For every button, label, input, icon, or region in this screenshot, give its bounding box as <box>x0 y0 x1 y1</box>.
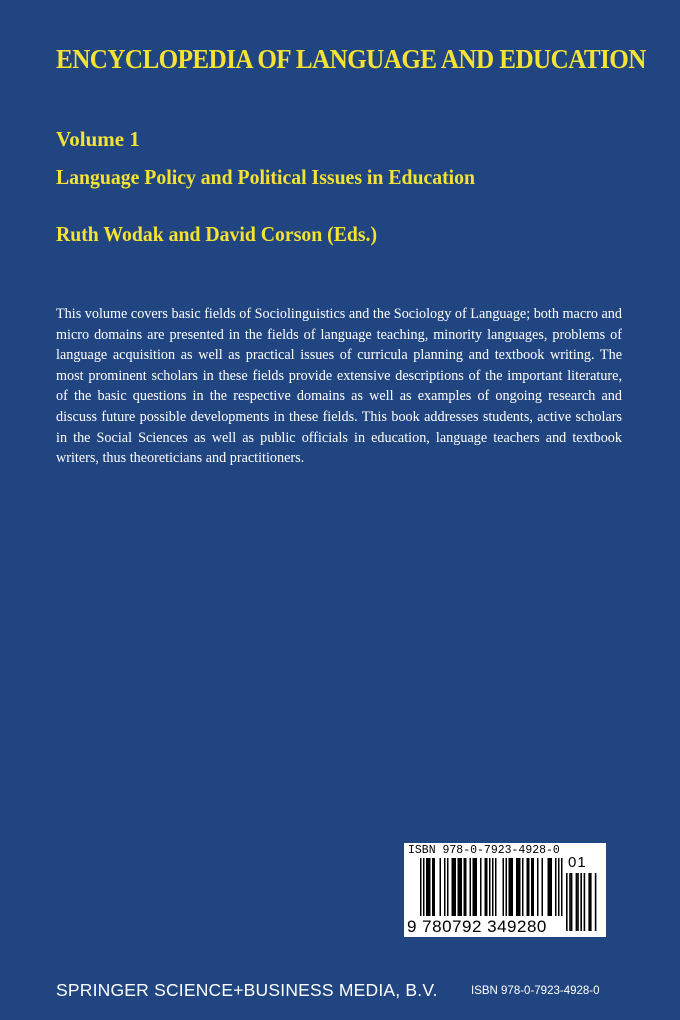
barcode-bar <box>485 858 487 916</box>
barcode-bar <box>542 858 544 916</box>
barcode-addon-bar <box>576 873 578 931</box>
barcode-addon-bar <box>590 873 592 931</box>
barcode-addon-bar <box>566 873 568 931</box>
barcode-bar <box>537 858 539 916</box>
barcode-bar <box>506 858 508 916</box>
barcode-bar <box>423 858 425 916</box>
barcode-bar <box>434 858 436 916</box>
barcode-bar <box>561 858 563 916</box>
barcode-bar <box>509 858 511 916</box>
barcode-bar <box>522 858 524 916</box>
barcode-bar <box>452 858 454 916</box>
barcode-bar <box>555 858 557 916</box>
barcode-box <box>404 843 606 937</box>
barcode-addon-bar <box>588 873 590 931</box>
barcode-bar <box>492 858 494 916</box>
barcode-bar <box>516 858 518 916</box>
barcode-bar <box>453 858 455 916</box>
barcode-bar <box>486 858 488 916</box>
barcode-bar <box>432 858 434 916</box>
barcode-bar <box>426 858 428 916</box>
barcode-bar <box>527 858 529 916</box>
barcode-price-code: 01 <box>568 854 587 871</box>
barcode-bar <box>474 858 476 916</box>
barcode-bar <box>512 858 514 916</box>
blurb-paragraph: This volume covers basic fields of Sociolinguistics and the Sociology of Language; both macro and micro domains are presented in the fields of language teaching, minority languages, problems of language acquisition as well as practical issues of curricula planning and textbook writing. The most prominent scholars in these fields provide extensive descriptions of the important literature, of the basic questions in the respective domains as well as examples of ongoing research and discuss future possible developments in these fields. This book addresses students, active scholars in the Social Sciences as well as public officials in education, language teachers and textbook writers, thus theoreticians and practitioners. <box>56 306 622 467</box>
barcode-bar <box>489 858 491 916</box>
barcode-bar <box>428 858 430 916</box>
barcode-ean-digits: 9 780792 349280 <box>407 917 547 936</box>
barcode-bar <box>473 858 475 916</box>
barcode-bar <box>458 858 460 916</box>
barcode-addon-bar <box>571 873 573 931</box>
footer-isbn: ISBN 978-0-7923-4928-0 <box>471 985 600 997</box>
publisher-name: SPRINGER SCIENCE+BUSINESS MEDIA, B.V. <box>56 980 438 1000</box>
barcode-bar <box>503 858 505 916</box>
barcode-bar <box>459 858 461 916</box>
barcode-bar <box>429 858 431 916</box>
volume-title: Language Policy and Political Issues in Education <box>56 165 476 189</box>
barcode-bar <box>551 858 553 916</box>
barcode-bar <box>444 858 446 916</box>
barcode-bar <box>531 858 533 916</box>
barcode-bar <box>558 858 560 916</box>
barcode-bar <box>495 858 497 916</box>
barcode-bar <box>533 858 535 916</box>
barcode-addon-bar <box>577 873 579 931</box>
barcode-bar <box>476 858 478 916</box>
barcode-bar <box>461 858 463 916</box>
volume-number: Volume 1 <box>56 127 140 151</box>
barcode-addon-bar <box>580 873 582 931</box>
barcode-bar <box>470 858 472 916</box>
barcode-bar <box>519 858 521 916</box>
barcode-bar <box>455 858 457 916</box>
barcode-bar <box>518 858 520 916</box>
barcode-bar <box>510 858 512 916</box>
barcode-addon-bar <box>569 873 571 931</box>
barcode-bar <box>548 858 550 916</box>
barcode-bar <box>528 858 530 916</box>
barcode-addon-bar <box>584 873 586 931</box>
editors: Ruth Wodak and David Corson (Eds.) <box>56 222 378 246</box>
barcode-bar <box>480 858 482 916</box>
barcode-bar <box>464 858 466 916</box>
barcode-bar <box>465 858 467 916</box>
barcode-bar <box>440 858 442 916</box>
series-title: ENCYCLOPEDIA OF LANGUAGE AND EDUCATION <box>56 44 646 74</box>
barcode-bar <box>447 858 449 916</box>
barcode-addon-bar <box>595 873 597 931</box>
barcode-isbn-label: ISBN 978-0-7923-4928-0 <box>408 844 560 857</box>
barcode-bar <box>420 858 422 916</box>
barcode-bar <box>549 858 551 916</box>
